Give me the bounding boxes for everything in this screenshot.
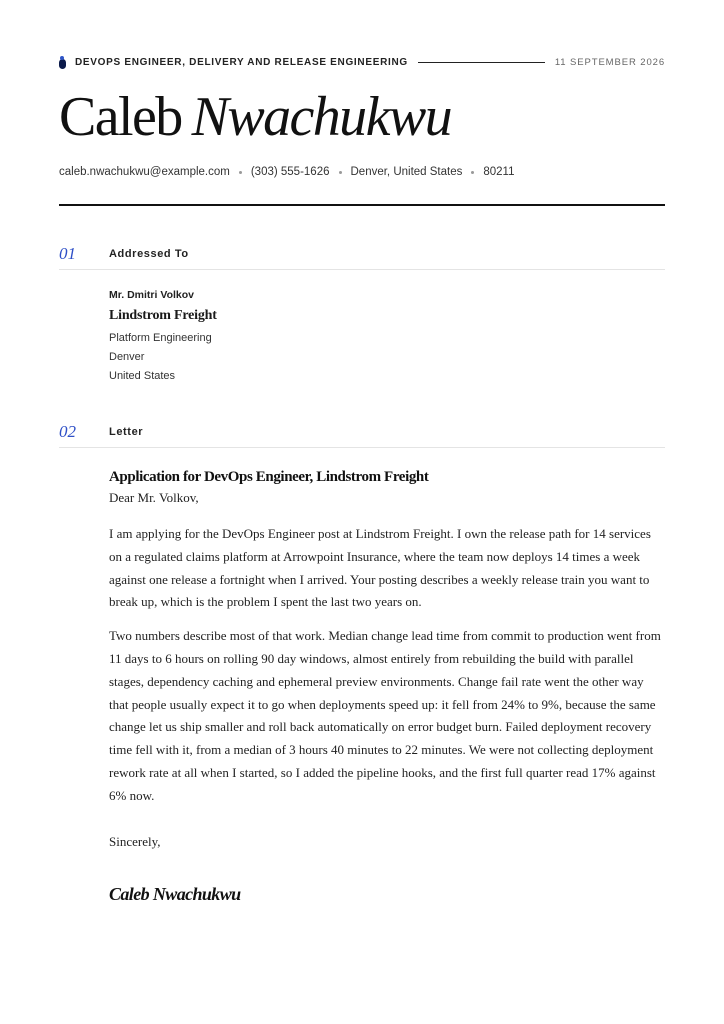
recipient-block bbox=[109, 289, 665, 386]
recipient-city: Denver bbox=[109, 351, 145, 363]
contact-row bbox=[59, 166, 515, 178]
separator-dot bbox=[239, 171, 242, 174]
job-role: DEVOPS ENGINEER, DELIVERY AND RELEASE ENGINEERING bbox=[75, 56, 408, 68]
brand-dot-icon bbox=[59, 59, 66, 69]
section-title: Letter bbox=[109, 426, 144, 438]
salutation: Dear Mr. Volkov, bbox=[109, 490, 199, 505]
header-rule bbox=[59, 204, 665, 206]
separator-dot bbox=[339, 171, 342, 174]
recipient-department: Platform Engineering bbox=[109, 332, 212, 344]
letter-subject: Application for DevOps Engineer, Lindstrom Freight bbox=[109, 469, 429, 485]
zip-code: 80211 bbox=[483, 166, 515, 178]
letter-date: 11 SEPTEMBER 2026 bbox=[554, 56, 665, 68]
separator-dot bbox=[471, 171, 474, 174]
recipient-name: Mr. Dmitri Volkov bbox=[109, 289, 194, 301]
recipient-company: Lindstrom Freight bbox=[109, 308, 217, 323]
letter-body bbox=[109, 466, 665, 905]
letter-paragraph: Two numbers describe most of that work. Median change lead time from commit to production went from 11 days to 6 hours on rolling 90 day windows, almost entirely from rebuilding the build with parallel stages, dependency caching and ephemeral preview environments. Change fail rate went the other way that people usually expect it to go when deployments speed up: it fell from 24% to 9%, because the same change let us ship smaller and roll back automatically on error budget burn. Failed deployment recovery time fell with it, from a median of 3 hours 40 minutes to 22 minutes. We were not collecting deployment rework rate at all when I started, so I added the pipeline hooks, and the first full quarter read 17% against 6% now. bbox=[109, 628, 661, 803]
section-addressed-to bbox=[59, 244, 665, 274]
section-title: Addressed To bbox=[109, 248, 189, 260]
closing: Sincerely, bbox=[109, 833, 161, 849]
applicant-name bbox=[59, 82, 451, 152]
email[interactable]: caleb.nwachukwu@example.com bbox=[59, 166, 230, 178]
header-meta-row bbox=[59, 54, 665, 70]
signature: Caleb Nwachukwu bbox=[109, 883, 241, 904]
phone[interactable]: (303) 555-1626 bbox=[250, 166, 330, 178]
header-divider bbox=[418, 62, 545, 63]
section-number: 02 bbox=[59, 422, 76, 441]
section-divider bbox=[59, 447, 665, 448]
section-number: 01 bbox=[59, 244, 76, 263]
recipient-country: United States bbox=[109, 370, 176, 382]
location: Denver, United States bbox=[350, 166, 463, 178]
section-letter bbox=[59, 422, 665, 452]
first-name: Caleb bbox=[59, 86, 182, 148]
letter-paragraph: I am applying for the DevOps Engineer post at Lindstrom Freight. I own the release path for 14 services on a regulated claims platform at Arrowpoint Insurance, where the team now deploys 14 times a week against one release a fortnight when I arrived. Your posting describes a weekly release train you want to break up, which is the problem I spent the last two years on. bbox=[109, 526, 651, 610]
section-divider bbox=[59, 269, 665, 270]
last-name: Nwachukwu bbox=[191, 86, 451, 148]
